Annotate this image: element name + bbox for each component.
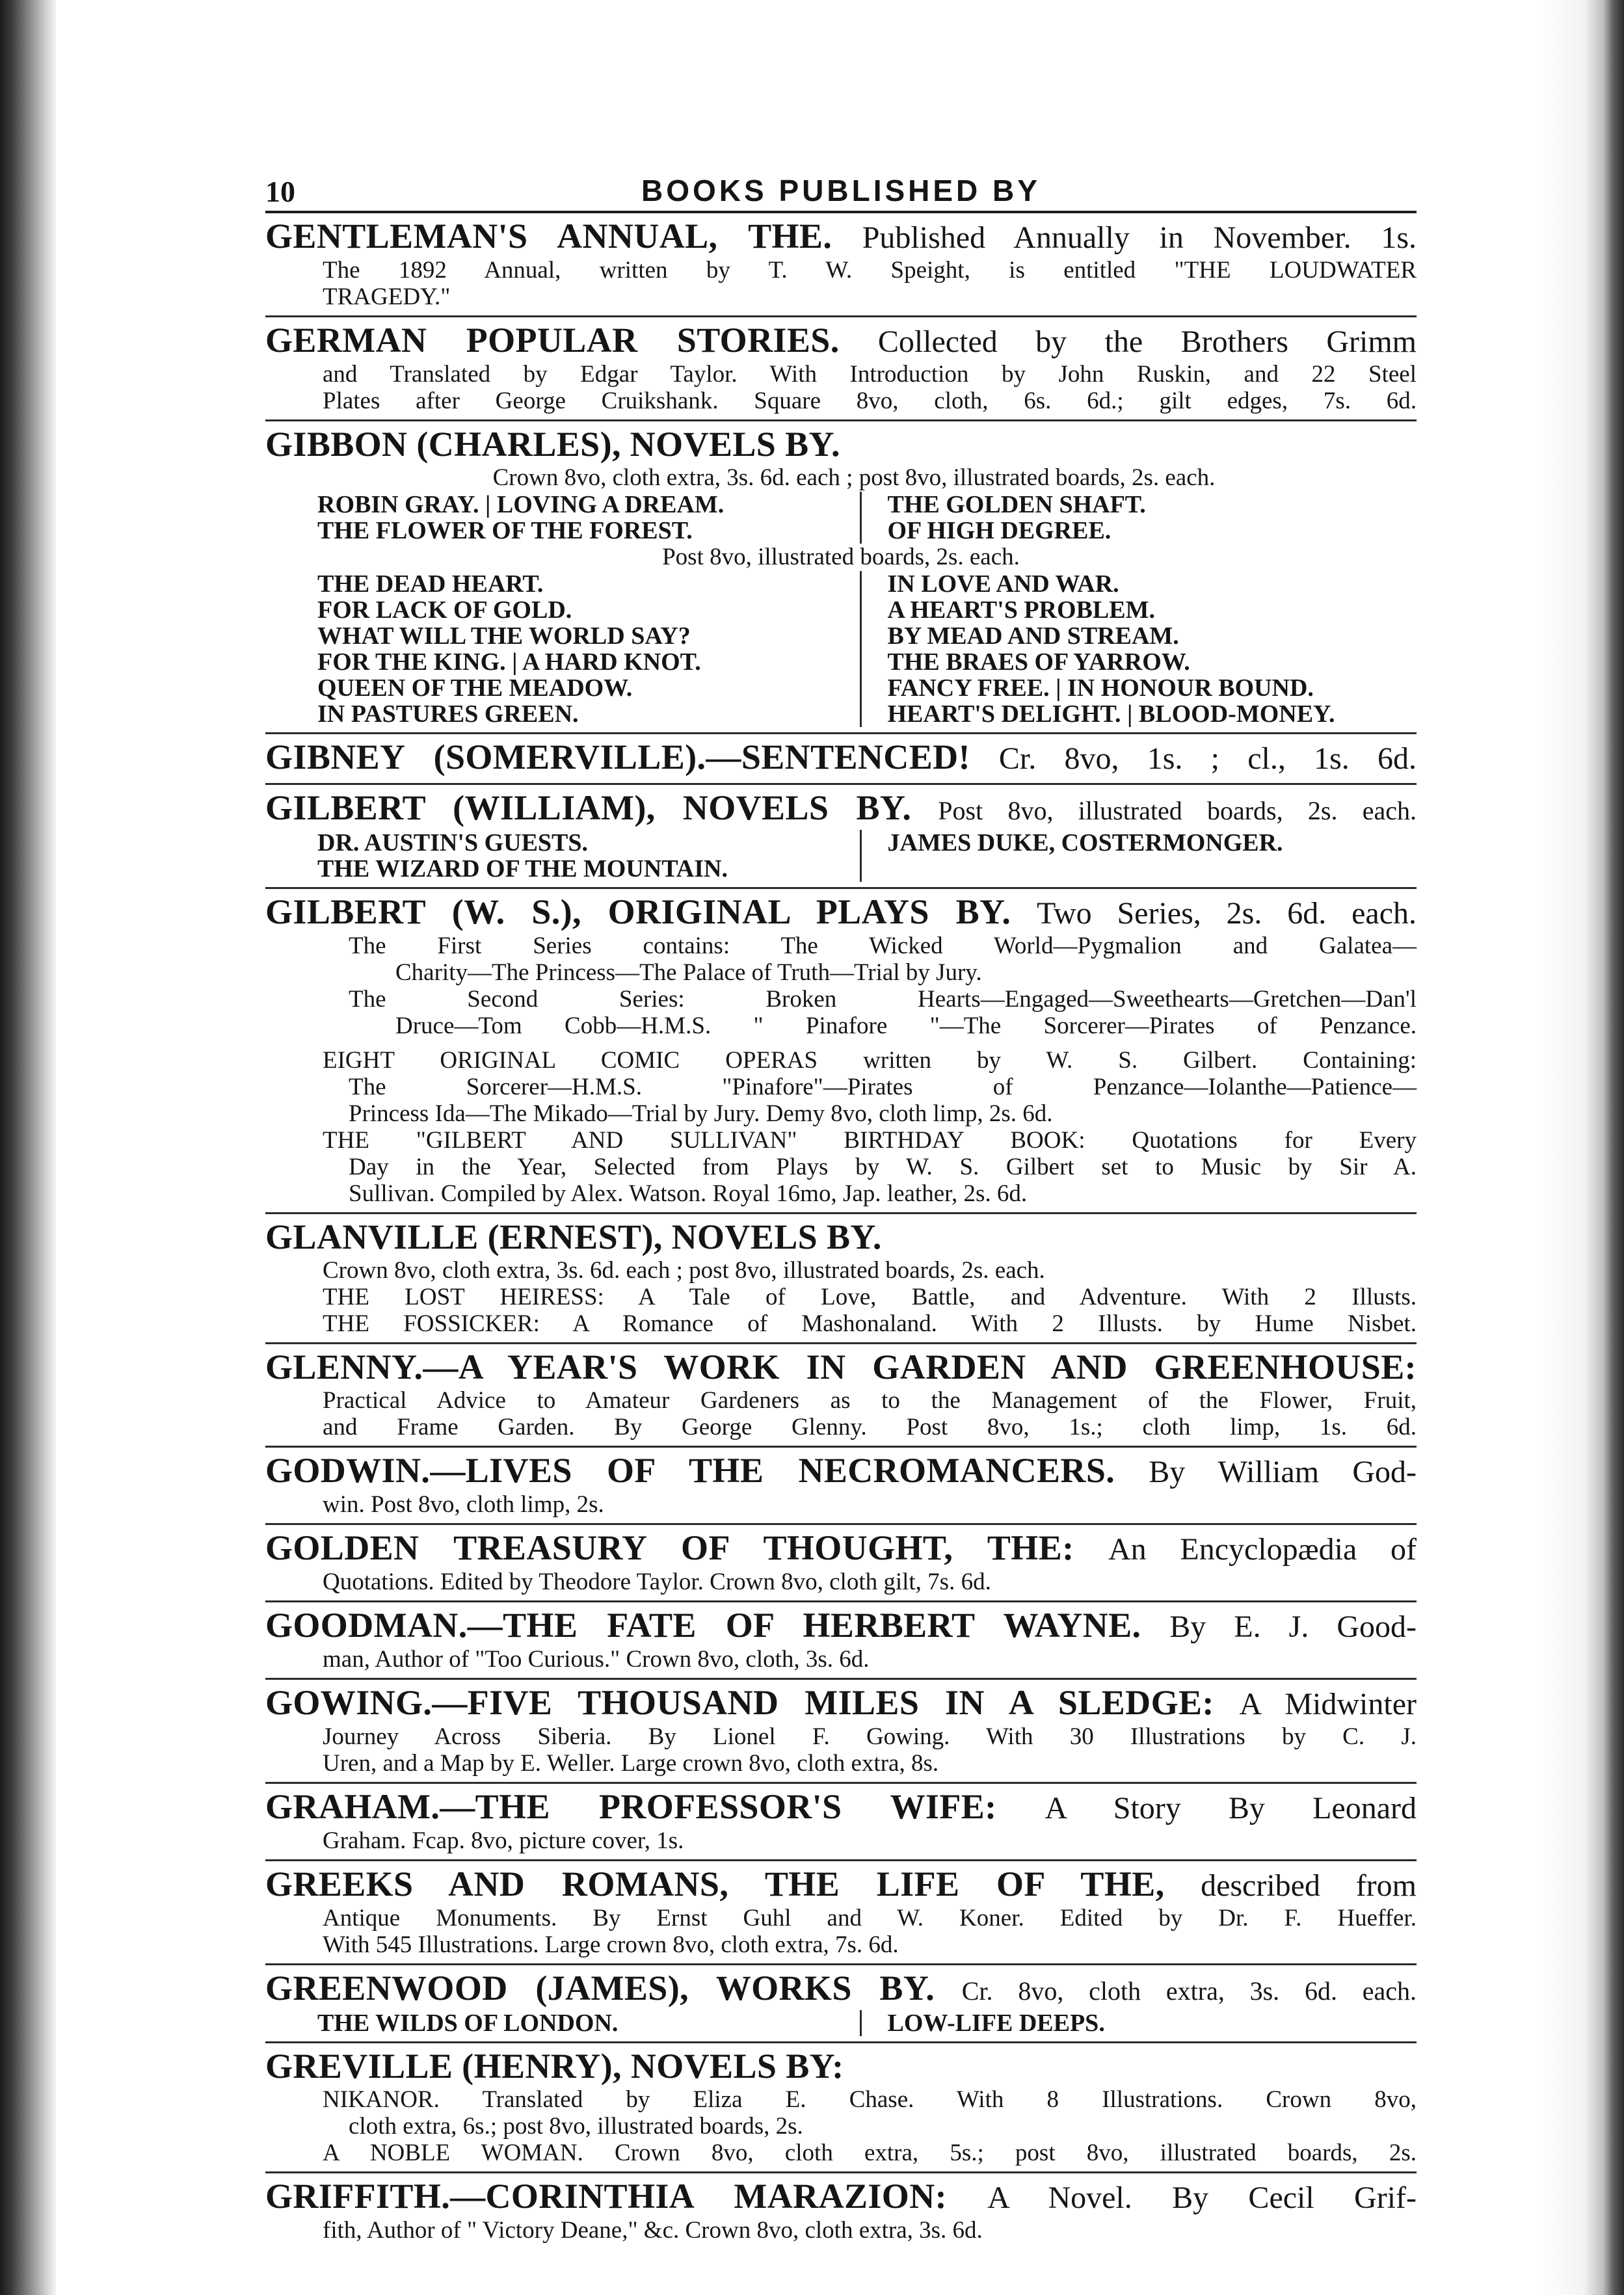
title-column-right bbox=[860, 830, 1417, 882]
entry-line: Plates after George Cruikshank. Square 8vo, cloth, 6s. 6d.; gilt edges, 7s. 6d. bbox=[323, 388, 1417, 414]
entry-line: Sullivan. Compiled by Alex. Watson. Royal 16mo, Jap. leather, 2s. 6d. bbox=[349, 1180, 1028, 1207]
book-title: OF HIGH DEGREE. bbox=[887, 517, 1112, 544]
entry-line: With 545 Illustrations. Large crown 8vo, cloth extra, 7s. 6d. bbox=[323, 1931, 899, 1958]
entry-line: Post 8vo, illustrated boards, 2s. each. bbox=[662, 544, 1020, 570]
book-title: LOW-LIFE DEEPS. bbox=[887, 2010, 1105, 2037]
entry-line: TRAGEDY." bbox=[323, 284, 451, 310]
entry-heading: GRAHAM.—THE PROFESSOR'S WIFE: A Story By Leonard bbox=[265, 1787, 1417, 1826]
book-title: THE FLOWER OF THE FOREST. bbox=[317, 517, 693, 544]
entry-german-popular-stories bbox=[265, 317, 1417, 421]
book-gutter-shadow bbox=[0, 0, 56, 2295]
entry-line: win. Post 8vo, cloth limp, 2s. bbox=[323, 1491, 604, 1518]
entry-greenwood bbox=[265, 1965, 1417, 2043]
entry-heading: GREENWOOD (JAMES), WORKS BY. Cr. 8vo, cloth extra, 3s. 6d. each. bbox=[265, 1969, 1417, 2008]
entry-golden-treasury bbox=[265, 1525, 1417, 1602]
entry-line: Antique Monuments. By Ernst Guhl and W. Koner. Edited by Dr. F. Hueffer. bbox=[323, 1905, 1417, 1931]
title-column-left bbox=[317, 571, 860, 727]
title-columns bbox=[265, 830, 1417, 882]
entry-line: Crown 8vo, cloth extra, 3s. 6d. each ; post 8vo, illustrated boards, 2s. each. bbox=[492, 464, 1216, 491]
entry-line: Practical Advice to Amateur Gardeners as to the Management of the Flower, Fruit, bbox=[323, 1387, 1417, 1414]
entry-line: Charity—The Princess—The Palace of Truth—Trial by Jury. bbox=[395, 959, 982, 986]
entry-line: A NOBLE WOMAN. Crown 8vo, cloth extra, 5s.; post 8vo, illustrated boards, 2s. bbox=[323, 2140, 1417, 2166]
entry-griffith bbox=[265, 2173, 1417, 2249]
title-column-left bbox=[317, 492, 860, 544]
title-columns bbox=[265, 492, 1417, 544]
entry-gowing bbox=[265, 1680, 1417, 1784]
entry-line: Druce—Tom Cobb—H.M.S. " Pinafore "—The Sorcerer—Pirates of Penzance. bbox=[395, 1013, 1417, 1039]
book-title: THE WIZARD OF THE MOUNTAIN. bbox=[317, 855, 728, 882]
entry-line: Day in the Year, Selected from Plays by W. S. Gilbert set to Music by Sir A. bbox=[349, 1154, 1417, 1180]
entry-glenny bbox=[265, 1344, 1417, 1448]
book-title: THE WILDS OF LONDON. bbox=[317, 2010, 619, 2037]
entry-line: Journey Across Siberia. By Lionel F. Gowing. With 30 Illustrations by C. J. bbox=[323, 1723, 1417, 1750]
entry-gibney bbox=[265, 734, 1417, 785]
entry-line: NIKANOR. Translated by Eliza E. Chase. With 8 Illustrations. Crown 8vo, bbox=[323, 2086, 1417, 2113]
title-column-right bbox=[860, 2010, 1417, 2036]
entry-line: THE FOSSICKER: A Romance of Mashonaland. With 2 Illusts. by Hume Nisbet. bbox=[323, 1310, 1417, 1337]
entry-greville bbox=[265, 2043, 1417, 2173]
book-title: FANCY FREE. | IN HONOUR BOUND. bbox=[887, 674, 1314, 702]
book-title: IN LOVE AND WAR. bbox=[887, 570, 1119, 598]
book-title: THE DEAD HEART. bbox=[317, 570, 544, 598]
entry-graham bbox=[265, 1784, 1417, 1861]
book-title: DR. AUSTIN'S GUESTS. bbox=[317, 829, 589, 856]
entry-line: fith, Author of " Victory Deane," &c. Crown 8vo, cloth extra, 3s. 6d. bbox=[323, 2217, 983, 2244]
entry-line: The First Series contains: The Wicked World—Pygmalion and Galatea— bbox=[349, 933, 1417, 959]
entry-godwin bbox=[265, 1448, 1417, 1525]
book-title: QUEEN OF THE MEADOW. bbox=[317, 674, 633, 702]
entry-gentlemans-annual bbox=[265, 213, 1417, 317]
entry-greeks-and-romans bbox=[265, 1861, 1417, 1965]
entry-heading: GREVILLE (HENRY), NOVELS BY: bbox=[265, 2047, 844, 2086]
entry-line: The Sorcerer—H.M.S. "Pinafore"—Pirates of Penzance—Iolanthe—Patience— bbox=[349, 1074, 1417, 1100]
entry-gibbon bbox=[265, 421, 1417, 734]
catalogue-page bbox=[265, 170, 1417, 2249]
entry-line: Quotations. Edited by Theodore Taylor. Crown 8vo, cloth gilt, 7s. 6d. bbox=[323, 1569, 991, 1595]
title-columns bbox=[265, 2010, 1417, 2036]
entry-gilbert-ws bbox=[265, 889, 1417, 1214]
entry-heading: GOWING.—FIVE THOUSAND MILES IN A SLEDGE: A Midwinter bbox=[265, 1683, 1417, 1722]
entry-line: and Frame Garden. By George Glenny. Post 8vo, 1s.; cloth limp, 1s. 6d. bbox=[323, 1414, 1417, 1440]
book-title: HEART'S DELIGHT. | BLOOD-MONEY. bbox=[887, 700, 1335, 728]
entry-gilbert-william bbox=[265, 785, 1417, 889]
entry-line: THE LOST HEIRESS: A Tale of Love, Battle, and Adventure. With 2 Illusts. bbox=[323, 1284, 1417, 1310]
book-title: THE GOLDEN SHAFT. bbox=[887, 491, 1146, 518]
running-title: BOOKS PUBLISHED BY bbox=[641, 174, 1041, 207]
entry-line: EIGHT ORIGINAL COMIC OPERAS written by W. S. Gilbert. Containing: bbox=[323, 1047, 1417, 1074]
entry-glanville bbox=[265, 1214, 1417, 1344]
entry-line: and Translated by Edgar Taylor. With Introduction by John Ruskin, and 22 Steel bbox=[323, 361, 1417, 388]
book-title: THE BRAES OF YARROW. bbox=[887, 648, 1190, 676]
entry-goodman bbox=[265, 1602, 1417, 1680]
book-title: ROBIN GRAY. | LOVING A DREAM. bbox=[317, 491, 725, 518]
entry-line: The 1892 Annual, written by T. W. Speight, is entitled "THE LOUDWATER bbox=[323, 257, 1417, 284]
entry-heading: GLANVILLE (ERNEST), NOVELS BY. bbox=[265, 1217, 882, 1256]
page-number: 10 bbox=[265, 175, 295, 208]
entry-heading: GODWIN.—LIVES OF THE NECROMANCERS. By William God- bbox=[265, 1451, 1417, 1490]
entry-line: Uren, and a Map by E. Weller. Large crown 8vo, cloth extra, 8s. bbox=[323, 1750, 939, 1777]
entry-heading: GIBBON (CHARLES), NOVELS BY. bbox=[265, 425, 840, 464]
page-edge-shadow bbox=[1538, 0, 1624, 2295]
entry-heading: GILBERT (WILLIAM), NOVELS BY. Post 8vo, illustrated boards, 2s. each. bbox=[265, 788, 1417, 827]
title-columns bbox=[265, 571, 1417, 727]
book-title: JAMES DUKE, COSTERMONGER. bbox=[887, 829, 1283, 856]
title-column-right bbox=[860, 571, 1417, 727]
entry-line: Crown 8vo, cloth extra, 3s. 6d. each ; post 8vo, illustrated boards, 2s. each. bbox=[323, 1257, 1045, 1284]
book-title: IN PASTURES GREEN. bbox=[317, 700, 579, 728]
title-column-left bbox=[317, 2010, 860, 2036]
title-column-left bbox=[317, 830, 860, 882]
book-title: WHAT WILL THE WORLD SAY? bbox=[317, 622, 691, 650]
entry-heading: GRIFFITH.—CORINTHIA MARAZION: A Novel. By Cecil Grif- bbox=[265, 2177, 1417, 2216]
book-title: FOR THE KING. | A HARD KNOT. bbox=[317, 648, 701, 676]
entry-heading: GOODMAN.—THE FATE OF HERBERT WAYNE. By E. J. Good- bbox=[265, 1606, 1417, 1645]
entry-line: man, Author of "Too Curious." Crown 8vo, cloth, 3s. 6d. bbox=[323, 1646, 870, 1673]
book-title: FOR LACK OF GOLD. bbox=[317, 596, 572, 624]
entry-line: Princess Ida—The Mikado—Trial by Jury. Demy 8vo, cloth limp, 2s. 6d. bbox=[349, 1100, 1053, 1127]
entry-heading: GREEKS AND ROMANS, THE LIFE OF THE, described from bbox=[265, 1864, 1417, 1904]
title-column-right bbox=[860, 492, 1417, 544]
entry-heading: GOLDEN TREASURY OF THOUGHT, THE: An Encyclopædia of bbox=[265, 1528, 1417, 1567]
entry-heading: GERMAN POPULAR STORIES. Collected by the Brothers Grimm bbox=[265, 321, 1417, 360]
running-head bbox=[265, 170, 1417, 213]
entry-line: cloth extra, 6s.; post 8vo, illustrated boards, 2s. bbox=[349, 2113, 803, 2140]
entry-line: The Second Series: Broken Hearts—Engaged—Sweethearts—Gretchen—Dan'l bbox=[349, 986, 1417, 1013]
book-title: BY MEAD AND STREAM. bbox=[887, 622, 1179, 650]
entry-heading: GILBERT (W. S.), ORIGINAL PLAYS BY. Two Series, 2s. 6d. each. bbox=[265, 892, 1417, 931]
entry-heading: GLENNY.—A YEAR'S WORK IN GARDEN AND GREENHOUSE: bbox=[265, 1347, 1417, 1386]
book-title: A HEART'S PROBLEM. bbox=[887, 596, 1155, 624]
entry-line: THE "GILBERT AND SULLIVAN" BIRTHDAY BOOK: Quotations for Every bbox=[323, 1127, 1417, 1154]
entry-line: Graham. Fcap. 8vo, picture cover, 1s. bbox=[323, 1827, 684, 1854]
entry-heading: GENTLEMAN'S ANNUAL, THE. Published Annually in November. 1s. bbox=[265, 217, 1417, 256]
entry-heading: GIBNEY (SOMERVILLE).—SENTENCED! Cr. 8vo, 1s. ; cl., 1s. 6d. bbox=[265, 737, 1417, 776]
